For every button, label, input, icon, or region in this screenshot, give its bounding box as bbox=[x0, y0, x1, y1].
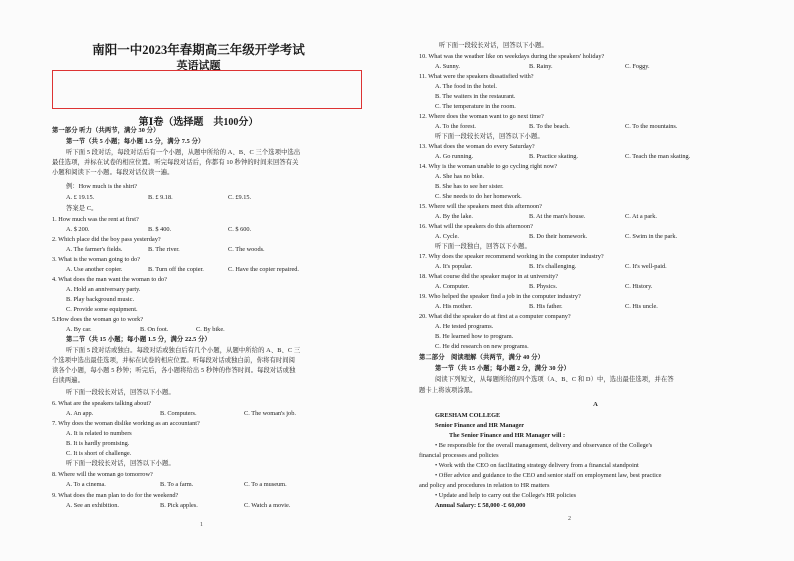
option: B. On foot. bbox=[140, 326, 169, 333]
duty-item: • Offer advice and guidance to the CEO and senior staff on employment law, best practice bbox=[435, 472, 662, 479]
duty-item: • Be responsible for the overall management, delivery and observance of the College's bbox=[435, 442, 653, 449]
exam-subtitle: 英语试题 bbox=[176, 60, 221, 72]
option: A. £ 19.15. bbox=[66, 194, 95, 201]
option: A. The farmer's fields. bbox=[66, 246, 123, 253]
option: C. She needs to do her homework. bbox=[435, 193, 522, 200]
job-title: Senior Finance and HR Manager bbox=[435, 422, 525, 429]
material-note: 听下面一段独白，回答以下小题。 bbox=[435, 243, 531, 250]
reading-instruction: 题卡上将该项涂黑。 bbox=[419, 387, 477, 394]
option: B. Play background music. bbox=[66, 296, 135, 303]
option: C. The woods. bbox=[228, 246, 265, 253]
section1-heading: 第一节（共 5 小题；每小题 1.5 分，满分 7.5 分） bbox=[66, 138, 205, 145]
option: C. To a museum. bbox=[244, 481, 287, 488]
option: C. The woman's job. bbox=[244, 410, 296, 417]
option: C. It's well-paid. bbox=[625, 263, 667, 270]
question: 20. What did the speaker do at first at a computer company? bbox=[419, 313, 571, 320]
option: B. It's challenging. bbox=[529, 263, 577, 270]
option: B. He learned how to program. bbox=[435, 333, 514, 340]
question: 9. What does the man plan to do for the weekend? bbox=[52, 492, 179, 499]
part2-heading: 第二部分 阅读理解（共两节，满分 40 分） bbox=[419, 354, 544, 361]
salary: Annual Salary: £ 58,000 -£ 60,000 bbox=[435, 502, 526, 509]
option: A. $ 200. bbox=[66, 226, 90, 233]
option: C. Have the copier repaired. bbox=[228, 266, 299, 273]
option: A. See an exhibition. bbox=[66, 502, 119, 509]
duty-item: • Work with the CEO on facilitating strategy delivery from a financial standpoint bbox=[435, 462, 639, 469]
question: 19. Who helped the speaker find a job in the computer industry? bbox=[419, 293, 581, 300]
option: B. At the man's house. bbox=[529, 213, 586, 220]
question: 14. Why is the woman unable to go cycling right now? bbox=[419, 163, 558, 170]
question: 17. Why does the speaker recommend working in the computer industry? bbox=[419, 253, 604, 260]
question: 13. What does the woman do every Saturday? bbox=[419, 143, 535, 150]
option: A. To a cinema. bbox=[66, 481, 106, 488]
option: C. History. bbox=[625, 283, 653, 290]
question: 2. Which place did the boy pass yesterday? bbox=[52, 236, 161, 243]
example-answer: 答案是 C。 bbox=[66, 205, 98, 212]
option: C. Teach the man skating. bbox=[625, 153, 691, 160]
question: 5.How does the woman go to work? bbox=[52, 316, 144, 323]
material-note: 听下面一段较长对话，回答以下小题。 bbox=[435, 133, 544, 140]
question: 11. What were the speakers dissatisfied with? bbox=[419, 73, 534, 80]
part1-heading: 第一部分 听力（共两节，满分 30 分） bbox=[52, 127, 160, 134]
question: 12. Where does the woman want to go next time? bbox=[419, 113, 544, 120]
option: A. Go running. bbox=[435, 153, 474, 160]
option: A. Cycle. bbox=[435, 233, 459, 240]
question: 10. What was the weather like on weekdays during the speakers' holiday? bbox=[419, 53, 605, 60]
option: B. Turn off the copier. bbox=[148, 266, 204, 273]
redacted-box bbox=[52, 70, 362, 109]
duties-intro: The Senior Finance and HR Manager will : bbox=[449, 432, 566, 439]
duty-item: • Update and help to carry out the College's HR policies bbox=[435, 492, 577, 499]
option: C. He did research on new programs. bbox=[435, 343, 529, 350]
option: A. Sunny. bbox=[435, 63, 460, 70]
option: B. Rainy. bbox=[529, 63, 553, 70]
question: 15. Where will the speakers meet this afternoon? bbox=[419, 203, 542, 210]
section1-instruction: 听下面 5 段对话，每段对话后有一个小题，从题中所给的 A、B、C 三个选项中选出 bbox=[66, 149, 301, 156]
option: C. By bike. bbox=[196, 326, 225, 333]
option: C. Foggy. bbox=[625, 63, 650, 70]
option: C. $ 600. bbox=[228, 226, 252, 233]
page-2 bbox=[397, 0, 794, 561]
section1-instruction: 最佳选项，并标在试卷的相应位置。听完每段对话后，你都有 10 秒钟的时间来回答有关 bbox=[52, 159, 299, 166]
question: 3. What is the woman going to do? bbox=[52, 256, 141, 263]
material-note: 听下面一段较长对话，回答以下小题。 bbox=[66, 389, 175, 396]
option: C. Watch a movie. bbox=[244, 502, 291, 509]
option: B. Practice skating. bbox=[529, 153, 578, 160]
option: B. Computers. bbox=[160, 410, 197, 417]
option: C. Swim in the park. bbox=[625, 233, 678, 240]
question: 8. Where will the woman go tomorrow? bbox=[52, 471, 153, 478]
option: B. Pick apples. bbox=[160, 502, 198, 509]
option: B. The river. bbox=[148, 246, 180, 253]
option: A. An app. bbox=[66, 410, 94, 417]
question: 7. Why does the woman dislike working as an accountant? bbox=[52, 420, 200, 427]
page-number: 2 bbox=[568, 516, 571, 522]
section2-instruction: 白读两遍。 bbox=[52, 377, 84, 384]
option: B. His father. bbox=[529, 303, 563, 310]
option: A. Hold an anniversary party. bbox=[66, 286, 141, 293]
question: 4. What does the man want the woman to do? bbox=[52, 276, 167, 283]
option: B. To a farm. bbox=[160, 481, 194, 488]
option: A. By the lake. bbox=[435, 213, 473, 220]
option: A. His mother. bbox=[435, 303, 473, 310]
option: B. Physics. bbox=[529, 283, 558, 290]
option: B. She has to see her sister. bbox=[435, 183, 504, 190]
section2-heading: 第二节（共 15 小题；每小题 1.5 分，满分 22.5 分） bbox=[66, 336, 211, 343]
option: A. It's popular. bbox=[435, 263, 473, 270]
option: B. To the beach. bbox=[529, 123, 570, 130]
option: A. The food in the hotel. bbox=[435, 83, 497, 90]
option: A. Use another copier. bbox=[66, 266, 123, 273]
section2-instruction: 听下面 5 段对话或独白。每段对话或独白后有几个小题，从题中所给的 A、B、C 三 bbox=[66, 347, 301, 354]
material-note: 听下面一段较长对话，回答以下小题。 bbox=[66, 460, 175, 467]
question: 1. How much was the rent at first? bbox=[52, 216, 139, 223]
exam-title: 南阳一中2023年春期高三年级开学考试 bbox=[92, 43, 305, 57]
question: 16. What will the speakers do this afternoon? bbox=[419, 223, 533, 230]
section2-instruction: 读各个小题，每小题 5 秒钟；听完后，各小题将给出 5 秒钟的作答时间。每段对话或独 bbox=[52, 367, 296, 374]
section-title: 第Ⅰ卷（选择题 共100分） bbox=[138, 117, 259, 128]
option: A. He tested programs. bbox=[435, 323, 494, 330]
option: A. To the forest. bbox=[435, 123, 476, 130]
option: C. To the mountains. bbox=[625, 123, 678, 130]
section1-instruction: 小题和阅读下一小题。每段对话仅读一遍。 bbox=[52, 169, 174, 176]
reading-instruction: 阅读下列短文，从每题所给的四个选项（A、B、C 和 D）中，选出最佳选项，并在答 bbox=[435, 376, 674, 383]
option: C. £9.15. bbox=[228, 194, 252, 201]
section2-instruction: 个选项中选出最佳选项，并标在试卷的相应位置。听每段对话或独白前，你将有时间阅 bbox=[52, 357, 296, 364]
passage-label: A bbox=[593, 401, 598, 408]
option: C. His uncle. bbox=[625, 303, 658, 310]
option: B. Do their homework. bbox=[529, 233, 588, 240]
option: C. It is short of challenge. bbox=[66, 450, 132, 457]
page-number: 1 bbox=[200, 522, 203, 528]
option: A. By car. bbox=[66, 326, 92, 333]
material-note: 听下面一段较长对话，回答以下小题。 bbox=[439, 42, 548, 49]
question: 18. What course did the speaker major in at university? bbox=[419, 273, 559, 280]
option: C. Provide some equipment. bbox=[66, 306, 138, 313]
option: A. She has no bike. bbox=[435, 173, 484, 180]
duty-item: financial processes and policies bbox=[419, 452, 499, 459]
option: B. £ 9.18. bbox=[148, 194, 173, 201]
duty-item: and policy and procedures in relation to HR matters bbox=[419, 482, 550, 489]
example-question: 例：How much is the shirt? bbox=[66, 183, 138, 190]
option: B. It is hardly promising. bbox=[66, 440, 130, 447]
college-name: GRESHAM COLLEGE bbox=[435, 412, 501, 419]
option: C. At a park. bbox=[625, 213, 658, 220]
option: B. The waiters in the restaurant. bbox=[435, 93, 516, 100]
option: A. It is related to numbers bbox=[66, 430, 132, 437]
option: C. The temperature in the room. bbox=[435, 103, 516, 110]
option: A. Computer. bbox=[435, 283, 470, 290]
reading-section1-heading: 第一节（共 15 小题；每小题 2 分，满分 30 分） bbox=[435, 365, 571, 372]
question: 6. What are the speakers talking about? bbox=[52, 400, 152, 407]
option: B. $ 400. bbox=[148, 226, 172, 233]
